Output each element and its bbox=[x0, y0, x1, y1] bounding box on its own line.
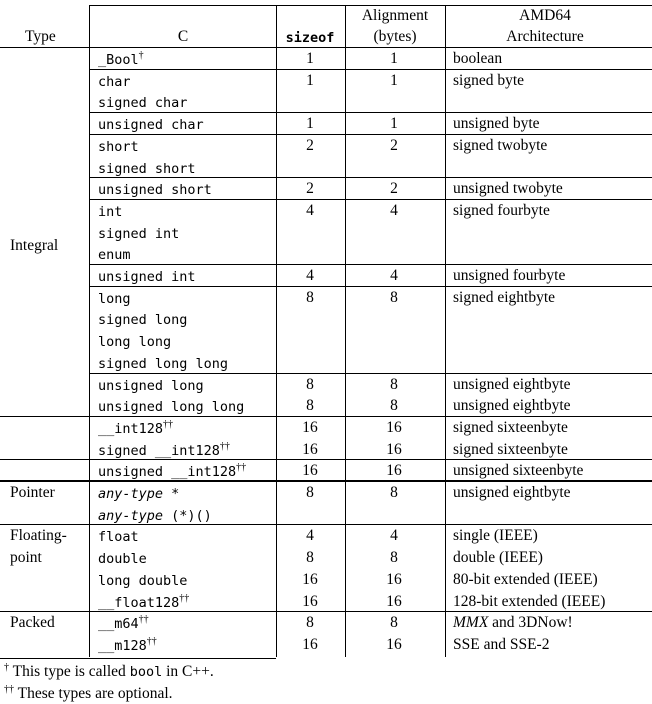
alignment-value: 16 bbox=[386, 418, 402, 436]
alignment-value: 8 bbox=[390, 549, 398, 567]
sizeof-value: 16 bbox=[302, 592, 318, 610]
architecture-cell bbox=[453, 287, 555, 309]
alignment-cell bbox=[345, 48, 443, 70]
alignment-column-rule bbox=[345, 5, 346, 657]
footnote bbox=[4, 685, 173, 703]
c-type-name: signed int bbox=[98, 225, 180, 242]
group-rule bbox=[89, 286, 652, 287]
alignment-cell bbox=[345, 547, 443, 569]
header-architecture-sub bbox=[445, 26, 645, 48]
category-integral bbox=[10, 235, 58, 257]
footnote bbox=[4, 663, 214, 681]
architecture-value: signed byte bbox=[453, 71, 525, 89]
footnote-text-end: in C++. bbox=[162, 663, 214, 680]
c-type-name: unsigned long bbox=[98, 377, 204, 394]
sizeof-cell bbox=[280, 178, 340, 200]
architecture-emphasis: MMX bbox=[453, 614, 489, 632]
alignment-value: 4 bbox=[390, 527, 398, 545]
c-type-placeholder: any-type bbox=[98, 507, 164, 524]
alignment-cell bbox=[345, 374, 443, 396]
sizeof-cell bbox=[280, 547, 340, 569]
group-rule bbox=[89, 112, 652, 113]
sizeof-cell bbox=[280, 48, 340, 70]
alignment-cell bbox=[345, 482, 443, 504]
c-type-cell bbox=[98, 331, 171, 353]
sizeof-cell bbox=[280, 569, 340, 591]
alignment-value: 2 bbox=[390, 180, 398, 198]
c-type-cell bbox=[98, 179, 212, 201]
group-rule bbox=[89, 264, 652, 265]
header-sizeof bbox=[278, 27, 342, 49]
section-rule bbox=[0, 481, 652, 482]
architecture-cell bbox=[453, 265, 565, 287]
footnote-marker: †† bbox=[146, 635, 157, 647]
category-packed bbox=[10, 612, 55, 634]
architecture-cell bbox=[453, 439, 568, 461]
architecture-cell bbox=[453, 417, 568, 439]
alignment-value: 16 bbox=[386, 635, 402, 653]
architecture-cell bbox=[453, 178, 563, 200]
sizeof-value: 16 bbox=[302, 462, 318, 480]
category-floating bbox=[10, 525, 67, 547]
alignment-value: 8 bbox=[390, 397, 398, 415]
c-type-name: * bbox=[163, 486, 180, 502]
architecture-value: double (IEEE) bbox=[453, 549, 543, 567]
header-c-label: C bbox=[177, 28, 189, 45]
sizeof-cell bbox=[280, 482, 340, 504]
c-type-placeholder: any-type bbox=[98, 486, 164, 502]
sizeof-column-rule bbox=[276, 5, 277, 657]
group-rule bbox=[89, 199, 652, 200]
sizeof-value: 8 bbox=[306, 549, 314, 567]
footnote-mark: †† bbox=[4, 684, 14, 695]
c-type-name: signed __int128 bbox=[98, 442, 220, 459]
sizeof-value: 16 bbox=[302, 418, 318, 436]
alignment-value: 2 bbox=[390, 136, 398, 154]
footnote-marker: †† bbox=[138, 614, 149, 626]
sizeof-value: 4 bbox=[306, 527, 314, 545]
c-type-name: __int128 bbox=[98, 420, 164, 437]
alignment-value: 16 bbox=[386, 570, 402, 588]
architecture-value: boolean bbox=[453, 50, 503, 67]
c-type-cell bbox=[98, 548, 147, 570]
c-type-name: float bbox=[98, 529, 139, 546]
architecture-value: signed sixteenbyte bbox=[453, 418, 568, 436]
architecture-value: 80-bit extended (IEEE) bbox=[453, 570, 598, 588]
category-floating-cont-label: point bbox=[10, 549, 42, 567]
sizeof-cell bbox=[280, 200, 340, 222]
alignment-cell bbox=[345, 395, 443, 417]
architecture-cell bbox=[453, 374, 571, 396]
sizeof-value: 16 bbox=[302, 570, 318, 588]
c-type-name: unsigned short bbox=[98, 182, 212, 199]
footnote-marker: †† bbox=[163, 418, 174, 430]
architecture-value: unsigned eightbyte bbox=[453, 484, 571, 501]
alignment-value: 16 bbox=[386, 462, 402, 480]
sizeof-value: 1 bbox=[306, 71, 314, 89]
alignment-cell bbox=[345, 200, 443, 222]
c-type-name: unsigned long long bbox=[98, 399, 245, 416]
sizeof-value: 8 bbox=[306, 484, 314, 501]
c-type-name: int bbox=[98, 203, 123, 220]
sizeof-cell bbox=[280, 374, 340, 396]
c-type-name: long double bbox=[98, 572, 188, 589]
sizeof-cell bbox=[280, 135, 340, 157]
c-type-cell bbox=[98, 613, 149, 635]
alignment-value: 8 bbox=[390, 614, 398, 632]
c-type-name: signed long bbox=[98, 312, 188, 329]
sizeof-value: 8 bbox=[306, 288, 314, 306]
category-pointer bbox=[10, 482, 55, 504]
c-type-cell bbox=[98, 136, 139, 158]
architecture-cell bbox=[453, 200, 550, 222]
c-type-name: signed long long bbox=[98, 355, 229, 372]
c-type-name: double bbox=[98, 551, 147, 568]
sizeof-value: 1 bbox=[306, 50, 314, 67]
c-type-cell bbox=[98, 244, 131, 266]
sizeof-value: 4 bbox=[306, 267, 314, 284]
architecture-cell bbox=[453, 70, 524, 92]
alignment-value: 4 bbox=[390, 267, 398, 284]
sizeof-cell bbox=[280, 395, 340, 417]
c-type-name: long bbox=[98, 290, 131, 307]
alignment-cell bbox=[345, 525, 443, 547]
c-type-cell bbox=[98, 266, 196, 288]
c-type-name: unsigned int bbox=[98, 269, 196, 285]
header-architecture-line1: AMD64 bbox=[519, 7, 571, 24]
architecture-cell bbox=[453, 612, 573, 634]
c-type-cell bbox=[98, 526, 139, 548]
section-rule bbox=[0, 416, 652, 417]
footnote-marker: †† bbox=[179, 592, 190, 604]
group-rule bbox=[89, 177, 652, 178]
sizeof-cell bbox=[280, 525, 340, 547]
header-alignment-line2: (bytes) bbox=[373, 28, 417, 45]
footnote-code: bool bbox=[129, 664, 163, 680]
alignment-cell bbox=[345, 569, 443, 591]
c-type-cell bbox=[98, 288, 131, 310]
c-type-name: enum bbox=[98, 247, 131, 264]
header-type-label: Type bbox=[25, 28, 56, 45]
group-rule bbox=[89, 373, 652, 374]
c-type-name: unsigned char bbox=[98, 117, 204, 134]
c-type-name: signed short bbox=[98, 160, 196, 177]
alignment-value: 4 bbox=[390, 201, 398, 219]
category-floating-cont bbox=[10, 547, 42, 569]
architecture-cell bbox=[453, 395, 571, 417]
category-packed-label: Packed bbox=[10, 614, 55, 632]
sizeof-value: 1 bbox=[306, 115, 314, 133]
header-type bbox=[25, 26, 56, 48]
category-floating-label: Floating- bbox=[10, 527, 67, 545]
footnote-mark: † bbox=[4, 662, 9, 673]
architecture-value: signed sixteenbyte bbox=[453, 440, 568, 458]
architecture-value: unsigned fourbyte bbox=[453, 267, 566, 284]
alignment-cell bbox=[345, 113, 443, 135]
header-alignment-line1: Alignment bbox=[361, 7, 429, 24]
architecture-cell bbox=[453, 569, 598, 591]
header-alignment-unit bbox=[345, 26, 445, 48]
header-c bbox=[98, 26, 268, 48]
alignment-value: 1 bbox=[390, 50, 398, 67]
c-type-cell bbox=[98, 418, 173, 440]
header-bottom-rule bbox=[0, 47, 652, 48]
architecture-value: signed twobyte bbox=[453, 136, 548, 154]
sizeof-value: 8 bbox=[306, 614, 314, 632]
architecture-cell bbox=[453, 482, 571, 504]
architecture-cell bbox=[453, 113, 540, 135]
architecture-value: 128-bit extended (IEEE) bbox=[453, 592, 606, 610]
section-rule bbox=[0, 524, 652, 525]
alignment-value: 1 bbox=[390, 115, 398, 133]
header-sizeof-label: sizeof bbox=[285, 30, 335, 46]
architecture-cell bbox=[453, 591, 605, 613]
c-type-name: char bbox=[98, 73, 131, 90]
alignment-cell bbox=[345, 634, 443, 656]
footnote-text: These types are optional. bbox=[14, 685, 173, 702]
header-architecture bbox=[445, 5, 645, 27]
alignment-value: 16 bbox=[386, 592, 402, 610]
c-type-cell bbox=[98, 71, 131, 93]
architecture-value: unsigned eightbyte bbox=[453, 375, 571, 393]
c-type-cell bbox=[98, 353, 228, 375]
c-type-cell bbox=[98, 49, 144, 71]
architecture-column-rule bbox=[445, 5, 446, 657]
c-type-name: long long bbox=[98, 334, 172, 351]
footnote-text: This type is called bbox=[9, 663, 130, 680]
c-column-rule bbox=[89, 5, 90, 657]
architecture-value: and 3DNow! bbox=[488, 614, 573, 632]
c-type-name: (*)() bbox=[163, 507, 212, 524]
sizeof-value: 2 bbox=[306, 180, 314, 198]
c-type-cell bbox=[98, 223, 179, 245]
c-type-cell bbox=[98, 201, 122, 223]
c-type-name: short bbox=[98, 138, 139, 155]
alignment-value: 8 bbox=[390, 375, 398, 393]
sizeof-value: 8 bbox=[306, 375, 314, 393]
sizeof-cell bbox=[280, 634, 340, 656]
sizeof-value: 16 bbox=[302, 635, 318, 653]
c-type-name: __m64 bbox=[98, 616, 139, 633]
architecture-cell bbox=[453, 547, 543, 569]
sizeof-cell bbox=[280, 287, 340, 309]
alignment-cell bbox=[345, 417, 443, 439]
footnote-rule bbox=[0, 658, 276, 659]
architecture-value: single (IEEE) bbox=[453, 527, 538, 545]
architecture-cell bbox=[453, 634, 549, 656]
footnote-marker: † bbox=[138, 50, 144, 61]
category-pointer-label: Pointer bbox=[10, 484, 55, 501]
alignment-cell bbox=[345, 460, 443, 482]
c-type-name: __m128 bbox=[98, 637, 147, 654]
sizeof-cell bbox=[280, 70, 340, 92]
c-type-cell bbox=[98, 375, 204, 397]
sizeof-cell bbox=[280, 113, 340, 135]
sizeof-cell bbox=[280, 591, 340, 613]
section-rule bbox=[0, 459, 652, 460]
c-type-cell bbox=[98, 570, 187, 592]
c-type-cell bbox=[98, 396, 244, 418]
architecture-value: signed fourbyte bbox=[453, 201, 550, 219]
footnote-marker: †† bbox=[236, 462, 247, 474]
sizeof-value: 16 bbox=[302, 440, 318, 458]
alignment-cell bbox=[345, 265, 443, 287]
alignment-cell bbox=[345, 178, 443, 200]
sizeof-cell bbox=[280, 612, 340, 634]
alignment-cell bbox=[345, 287, 443, 309]
architecture-value: signed eightbyte bbox=[453, 288, 556, 306]
alignment-cell bbox=[345, 70, 443, 92]
group-rule bbox=[89, 134, 652, 135]
c-type-cell bbox=[98, 635, 157, 657]
architecture-value: unsigned sixteenbyte bbox=[453, 462, 584, 480]
architecture-value: unsigned eightbyte bbox=[453, 397, 571, 415]
sizeof-cell bbox=[280, 417, 340, 439]
c-type-name: __float128 bbox=[98, 594, 180, 611]
c-type-name: signed char bbox=[98, 95, 188, 112]
alignment-cell bbox=[345, 135, 443, 157]
architecture-cell bbox=[453, 48, 502, 70]
sizeof-cell bbox=[280, 460, 340, 482]
alignment-cell bbox=[345, 591, 443, 613]
footnote-marker: †† bbox=[219, 440, 230, 452]
alignment-cell bbox=[345, 439, 443, 461]
section-rule-double bbox=[0, 480, 652, 481]
c-type-cell bbox=[98, 483, 179, 505]
sizeof-value: 2 bbox=[306, 136, 314, 154]
c-type-cell bbox=[98, 309, 187, 331]
group-rule bbox=[89, 69, 652, 70]
alignment-value: 8 bbox=[390, 484, 398, 501]
architecture-cell bbox=[453, 525, 538, 547]
architecture-value: SSE and SSE-2 bbox=[453, 635, 550, 653]
alignment-cell bbox=[345, 612, 443, 634]
header-alignment bbox=[345, 5, 445, 27]
sizeof-value: 4 bbox=[306, 201, 314, 219]
architecture-value: unsigned twobyte bbox=[453, 180, 563, 198]
category-integral-label: Integral bbox=[10, 236, 59, 254]
architecture-cell bbox=[453, 460, 583, 482]
architecture-value: unsigned byte bbox=[453, 115, 540, 133]
architecture-cell bbox=[453, 135, 547, 157]
alignment-value: 8 bbox=[390, 288, 398, 306]
header-architecture-line2: Architecture bbox=[506, 28, 584, 45]
c-type-name: _Bool bbox=[98, 52, 139, 68]
alignment-value: 1 bbox=[390, 71, 398, 89]
section-rule bbox=[0, 611, 652, 612]
c-type-name: unsigned __int128 bbox=[98, 464, 237, 481]
alignment-value: 16 bbox=[386, 440, 402, 458]
sizeof-value: 8 bbox=[306, 397, 314, 415]
sizeof-cell bbox=[280, 439, 340, 461]
top-rule bbox=[89, 5, 652, 6]
sizeof-cell bbox=[280, 265, 340, 287]
c-type-cell bbox=[98, 114, 204, 136]
